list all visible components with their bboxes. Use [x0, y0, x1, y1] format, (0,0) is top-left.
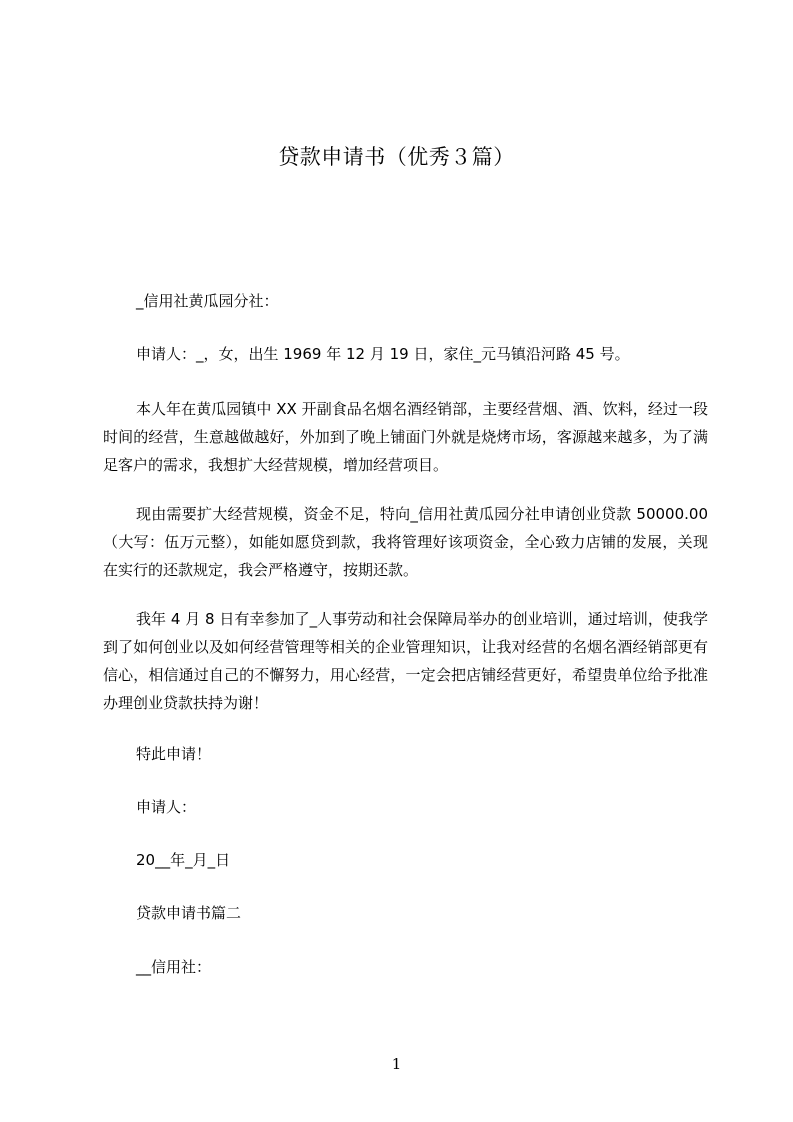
section-two-heading: 贷款申请书篇二 [136, 904, 242, 922]
page-number: 1 [391, 1055, 402, 1073]
signature-line: 申请人： [136, 798, 197, 816]
section-two-salutation: __信用社： [136, 958, 212, 976]
closing-statement: 特此申请！ [136, 745, 212, 763]
applicant-intro: 申请人：_，女，出生 1969 年 12 月 19 日，家住_元马镇沿河路 45 号。 [136, 345, 630, 363]
paragraph-loan: 现由需要扩大经营规模，资金不足，特向_信用社黄瓜园分社申请创业贷款 50000.00（大写：伍万元整），如能如愿贷到款，我将管理好该项资金，全心致力店铺的发展，关现在实行的还款规定，我会严格遵守，按期还款。 [103, 505, 708, 579]
document-title: 贷款申请书（优秀３篇） [278, 145, 515, 169]
date-line: 20__年_月_日 [136, 851, 231, 869]
paragraph-business: 本人年在黄瓜园镇中 XX 开副食品名烟名酒经销部，主要经营烟、酒、饮料，经过一段时间的经营，生意越做越好，外加到了晚上铺面门外就是烧烤市场，客源越来越多，为了满足客户的需求，我想扩大经营规模，增加经营项目。 [103, 400, 708, 474]
paragraph-training: 我年 4 月 8 日有幸参加了_人事劳动和社会保障局举办的创业培训，通过培训，使我学到了如何创业以及如何经营管理等相关的企业管理知识，让我对经营的名烟名酒经销部更有信心，相信通过自己的不懈努力，用心经营，一定会把店铺经营更好，希望贵单位给予批准办理创业贷款扶持为谢！ [103, 610, 708, 712]
salutation: _信用社黄瓜园分社： [136, 292, 279, 310]
